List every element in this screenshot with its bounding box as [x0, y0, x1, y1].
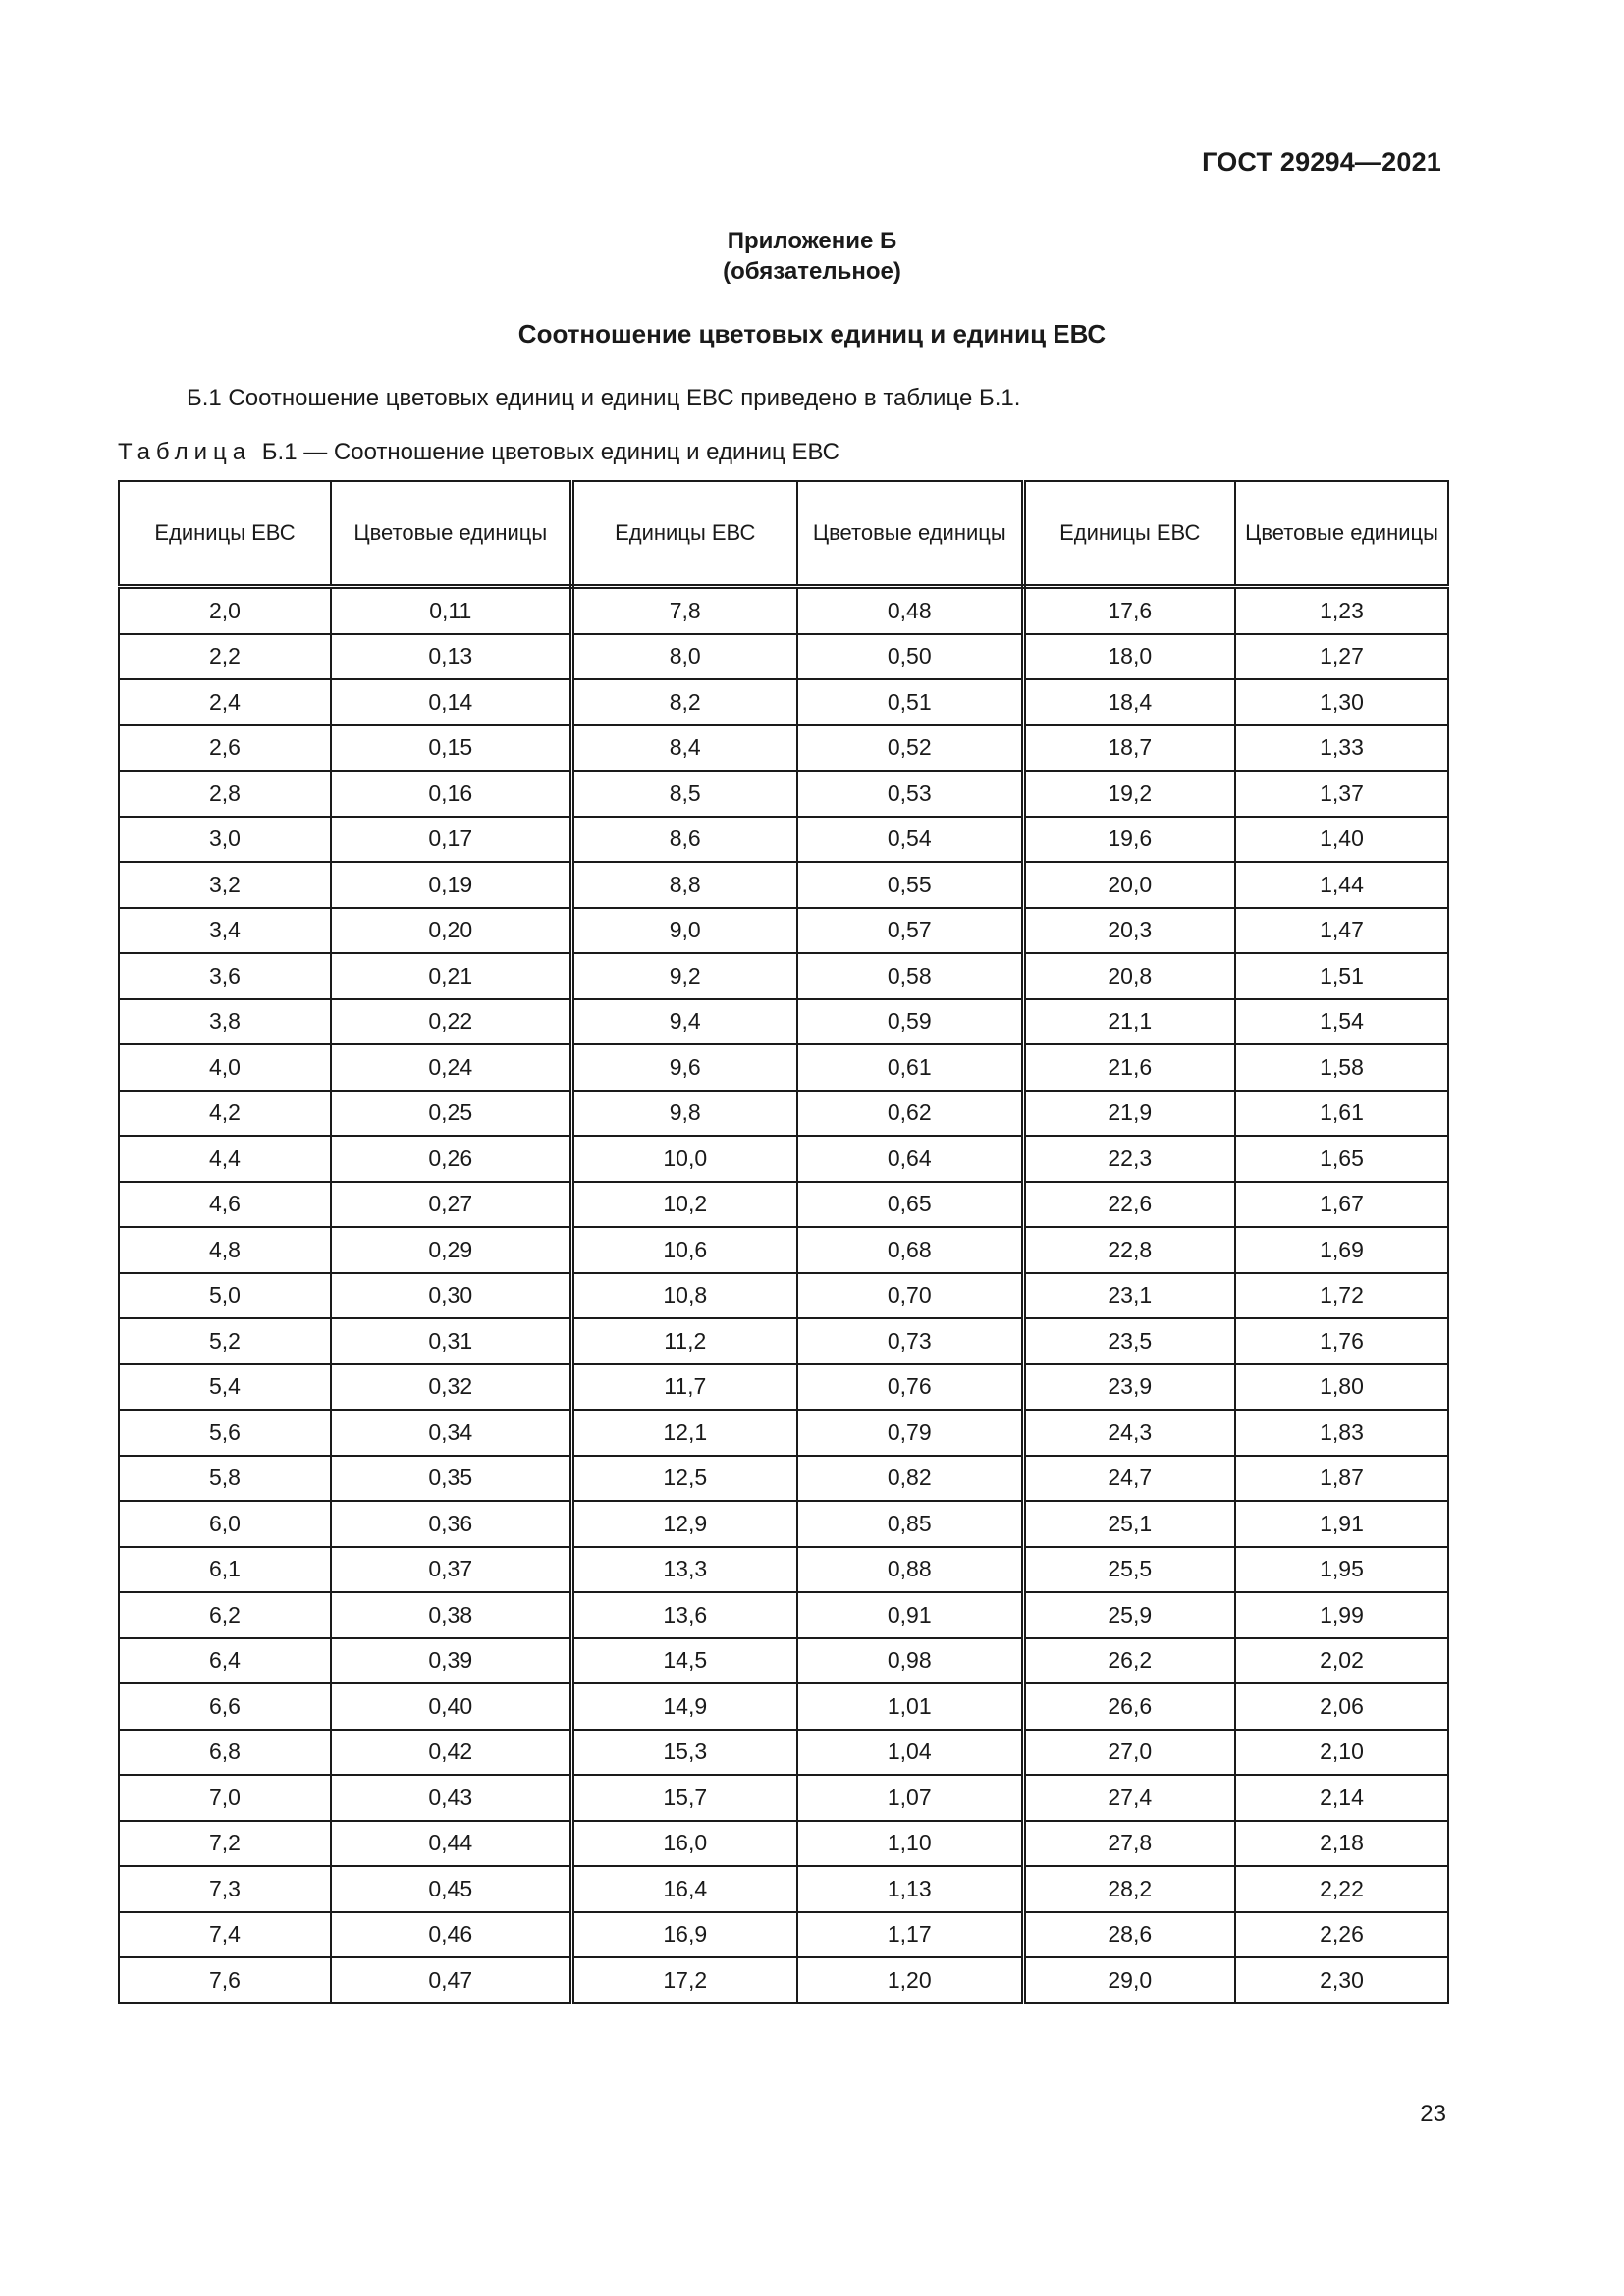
table-row [119, 908, 1448, 954]
table-cell: 1,44 [1235, 862, 1448, 908]
table-cell: 0,39 [331, 1638, 571, 1684]
table-cell: 16,4 [571, 1866, 797, 1912]
table-row [119, 1592, 1448, 1638]
table-cell: 21,1 [1023, 999, 1235, 1045]
table-cell: 1,47 [1235, 908, 1448, 954]
table-cell: 0,46 [331, 1912, 571, 1958]
table-cell: 7,8 [571, 587, 797, 634]
table-cell: 9,4 [571, 999, 797, 1045]
table-cell: 0,47 [331, 1957, 571, 2003]
table-cell: 0,40 [331, 1683, 571, 1730]
section-title: Соотношение цветовых единиц и единиц ЕВС [517, 319, 1107, 348]
table-row [119, 634, 1448, 680]
table-cell: 1,99 [1235, 1592, 1448, 1638]
table-cell: 1,65 [1235, 1136, 1448, 1182]
table-cell: 0,31 [331, 1318, 571, 1364]
appendix-title: Приложение Б [727, 228, 897, 254]
table-cell: 18,7 [1023, 725, 1235, 772]
table-row [119, 1318, 1448, 1364]
table-cell: 1,95 [1235, 1547, 1448, 1593]
table-cell: 1,83 [1235, 1410, 1448, 1456]
table-cell: 20,0 [1023, 862, 1235, 908]
table-cell: 0,98 [797, 1638, 1023, 1684]
table-cell: 1,30 [1235, 679, 1448, 725]
table-cell: 3,0 [119, 817, 331, 863]
table-cell: 0,73 [797, 1318, 1023, 1364]
table-cell: 0,11 [331, 587, 571, 634]
table-caption-lead: Таблица [118, 439, 252, 465]
table-cell: 0,20 [331, 908, 571, 954]
table-row [119, 679, 1448, 725]
table-row [119, 1364, 1448, 1411]
table-cell: 1,76 [1235, 1318, 1448, 1364]
table-row [119, 1456, 1448, 1502]
table-cell: 1,33 [1235, 725, 1448, 772]
table-cell: 0,82 [797, 1456, 1023, 1502]
table-cell: 0,27 [331, 1182, 571, 1228]
table-cell: 1,80 [1235, 1364, 1448, 1411]
table-row [119, 1501, 1448, 1547]
table-cell: 0,50 [797, 634, 1023, 680]
table-cell: 11,7 [571, 1364, 797, 1411]
table-cell: 0,68 [797, 1227, 1023, 1273]
table-cell: 0,38 [331, 1592, 571, 1638]
table-cell: 0,44 [331, 1821, 571, 1867]
table-cell: 12,1 [571, 1410, 797, 1456]
column-header: Цветовые единицы [331, 481, 571, 587]
table-row [119, 1683, 1448, 1730]
table-cell: 0,76 [797, 1364, 1023, 1411]
table-cell: 0,29 [331, 1227, 571, 1273]
table-cell: 2,2 [119, 634, 331, 680]
table-row [119, 999, 1448, 1045]
conversion-table [118, 480, 1449, 2004]
table-cell: 2,30 [1235, 1957, 1448, 2003]
table-cell: 23,9 [1023, 1364, 1235, 1411]
table-cell: 1,91 [1235, 1501, 1448, 1547]
table-cell: 7,4 [119, 1912, 331, 1958]
table-cell: 13,6 [571, 1592, 797, 1638]
table-cell: 8,2 [571, 679, 797, 725]
table-cell: 16,9 [571, 1912, 797, 1958]
table-cell: 2,18 [1235, 1821, 1448, 1867]
table-cell: 0,32 [331, 1364, 571, 1411]
table-cell: 8,6 [571, 817, 797, 863]
table-cell: 8,5 [571, 771, 797, 817]
table-cell: 5,2 [119, 1318, 331, 1364]
table-cell: 1,58 [1235, 1044, 1448, 1091]
table-cell: 19,6 [1023, 817, 1235, 863]
table-cell: 2,22 [1235, 1866, 1448, 1912]
table-cell: 26,6 [1023, 1683, 1235, 1730]
table-cell: 14,9 [571, 1683, 797, 1730]
table-cell: 10,0 [571, 1136, 797, 1182]
table-row [119, 1547, 1448, 1593]
table-cell: 27,4 [1023, 1775, 1235, 1821]
table-cell: 1,51 [1235, 953, 1448, 999]
table-cell: 19,2 [1023, 771, 1235, 817]
table-row [119, 817, 1448, 863]
table-cell: 6,8 [119, 1730, 331, 1776]
table-cell: 0,30 [331, 1273, 571, 1319]
table-cell: 1,27 [1235, 634, 1448, 680]
table-row [119, 1136, 1448, 1182]
table-row [119, 1638, 1448, 1684]
table-cell: 1,13 [797, 1866, 1023, 1912]
table-cell: 28,6 [1023, 1912, 1235, 1958]
table-cell: 4,2 [119, 1091, 331, 1137]
table-cell: 0,70 [797, 1273, 1023, 1319]
table-cell: 0,16 [331, 771, 571, 817]
table-cell: 6,2 [119, 1592, 331, 1638]
table-cell: 3,2 [119, 862, 331, 908]
table-cell: 0,58 [797, 953, 1023, 999]
table-cell: 16,0 [571, 1821, 797, 1867]
table-cell: 1,54 [1235, 999, 1448, 1045]
table-row [119, 1957, 1448, 2003]
table-cell: 7,0 [119, 1775, 331, 1821]
table-cell: 5,4 [119, 1364, 331, 1411]
table-row [119, 862, 1448, 908]
table-cell: 0,15 [331, 725, 571, 772]
table-cell: 18,4 [1023, 679, 1235, 725]
table-cell: 0,35 [331, 1456, 571, 1502]
column-header: Единицы ЕВС [119, 481, 331, 587]
table-cell: 24,7 [1023, 1456, 1235, 1502]
table-cell: 9,0 [571, 908, 797, 954]
table-cell: 0,24 [331, 1044, 571, 1091]
table-cell: 0,91 [797, 1592, 1023, 1638]
table-cell: 1,17 [797, 1912, 1023, 1958]
table-cell: 6,6 [119, 1683, 331, 1730]
table-cell: 0,79 [797, 1410, 1023, 1456]
table-cell: 0,26 [331, 1136, 571, 1182]
table-cell: 21,6 [1023, 1044, 1235, 1091]
table-cell: 0,34 [331, 1410, 571, 1456]
table-cell: 13,3 [571, 1547, 797, 1593]
table-cell: 6,1 [119, 1547, 331, 1593]
table-cell: 7,3 [119, 1866, 331, 1912]
table-cell: 22,6 [1023, 1182, 1235, 1228]
table-cell: 15,7 [571, 1775, 797, 1821]
table-cell: 2,10 [1235, 1730, 1448, 1776]
table-cell: 0,37 [331, 1547, 571, 1593]
table-cell: 4,4 [119, 1136, 331, 1182]
table-cell: 10,8 [571, 1273, 797, 1319]
table-cell: 8,0 [571, 634, 797, 680]
table-cell: 1,61 [1235, 1091, 1448, 1137]
column-header: Единицы ЕВС [571, 481, 797, 587]
table-cell: 0,22 [331, 999, 571, 1045]
table-cell: 0,45 [331, 1866, 571, 1912]
table-cell: 0,59 [797, 999, 1023, 1045]
document-code: ГОСТ 29294—2021 [1202, 147, 1441, 177]
table-cell: 1,72 [1235, 1273, 1448, 1319]
table-cell: 4,6 [119, 1182, 331, 1228]
table-cell: 24,3 [1023, 1410, 1235, 1456]
table-cell: 10,2 [571, 1182, 797, 1228]
table-cell: 1,69 [1235, 1227, 1448, 1273]
table-cell: 1,10 [797, 1821, 1023, 1867]
table-row [119, 1730, 1448, 1776]
table-cell: 12,5 [571, 1456, 797, 1502]
table-row [119, 725, 1448, 772]
table-row [119, 587, 1448, 634]
table-cell: 12,9 [571, 1501, 797, 1547]
table-cell: 1,04 [797, 1730, 1023, 1776]
table-cell: 0,14 [331, 679, 571, 725]
table-cell: 28,2 [1023, 1866, 1235, 1912]
table-cell: 0,65 [797, 1182, 1023, 1228]
table-cell: 1,01 [797, 1683, 1023, 1730]
table-row [119, 953, 1448, 999]
table-cell: 0,51 [797, 679, 1023, 725]
table-cell: 0,54 [797, 817, 1023, 863]
table-header-row [119, 481, 1448, 587]
table-cell: 0,19 [331, 862, 571, 908]
table-cell: 17,6 [1023, 587, 1235, 634]
table-cell: 1,40 [1235, 817, 1448, 863]
table-row [119, 1821, 1448, 1867]
table-cell: 25,1 [1023, 1501, 1235, 1547]
table-cell: 9,2 [571, 953, 797, 999]
table-cell: 3,4 [119, 908, 331, 954]
table-cell: 1,87 [1235, 1456, 1448, 1502]
table-caption [118, 439, 839, 466]
table-cell: 0,13 [331, 634, 571, 680]
table-cell: 4,0 [119, 1044, 331, 1091]
table-cell: 0,57 [797, 908, 1023, 954]
table-cell: 0,53 [797, 771, 1023, 817]
table-cell: 5,6 [119, 1410, 331, 1456]
appendix-heading [0, 226, 1624, 287]
table-cell: 15,3 [571, 1730, 797, 1776]
table-cell: 2,14 [1235, 1775, 1448, 1821]
table-cell: 0,88 [797, 1547, 1023, 1593]
table-cell: 20,8 [1023, 953, 1235, 999]
table-row [119, 771, 1448, 817]
table-row [119, 1410, 1448, 1456]
table-container [118, 480, 1447, 2004]
table-cell: 0,48 [797, 587, 1023, 634]
table-cell: 0,17 [331, 817, 571, 863]
table-cell: 22,3 [1023, 1136, 1235, 1182]
table-cell: 23,5 [1023, 1318, 1235, 1364]
table-cell: 2,6 [119, 725, 331, 772]
table-cell: 23,1 [1023, 1273, 1235, 1319]
column-header: Цветовые единицы [1235, 481, 1448, 587]
table-cell: 5,0 [119, 1273, 331, 1319]
table-cell: 2,02 [1235, 1638, 1448, 1684]
column-header: Единицы ЕВС [1023, 481, 1235, 587]
table-row [119, 1273, 1448, 1319]
table-cell: 25,9 [1023, 1592, 1235, 1638]
table-cell: 0,52 [797, 725, 1023, 772]
table-cell: 2,8 [119, 771, 331, 817]
table-cell: 0,42 [331, 1730, 571, 1776]
table-cell: 7,6 [119, 1957, 331, 2003]
table-cell: 9,6 [571, 1044, 797, 1091]
table-row [119, 1227, 1448, 1273]
table-cell: 1,07 [797, 1775, 1023, 1821]
table-cell: 2,06 [1235, 1683, 1448, 1730]
page-number: 23 [1420, 2101, 1446, 2127]
appendix-status: (обязательное) [723, 258, 901, 285]
table-cell: 26,2 [1023, 1638, 1235, 1684]
table-cell: 29,0 [1023, 1957, 1235, 2003]
table-cell: 22,8 [1023, 1227, 1235, 1273]
table-cell: 10,6 [571, 1227, 797, 1273]
table-cell: 1,23 [1235, 587, 1448, 634]
table-row [119, 1182, 1448, 1228]
table-row [119, 1866, 1448, 1912]
table-header [119, 481, 1448, 587]
table-cell: 21,9 [1023, 1091, 1235, 1137]
table-cell: 20,3 [1023, 908, 1235, 954]
table-caption-text: Б.1 — Соотношение цветовых единиц и единиц ЕВС [261, 439, 840, 465]
table-cell: 3,6 [119, 953, 331, 999]
table-row [119, 1775, 1448, 1821]
table-cell: 8,8 [571, 862, 797, 908]
table-row [119, 1091, 1448, 1137]
table-cell: 0,64 [797, 1136, 1023, 1182]
table-cell: 0,85 [797, 1501, 1023, 1547]
table-cell: 2,0 [119, 587, 331, 634]
table-body [119, 587, 1448, 2003]
table-row [119, 1044, 1448, 1091]
table-cell: 27,8 [1023, 1821, 1235, 1867]
table-cell: 0,62 [797, 1091, 1023, 1137]
table-cell: 17,2 [571, 1957, 797, 2003]
intro-paragraph: Б.1 Соотношение цветовых единиц и единиц ЕВС приведено в таблице Б.1. [187, 385, 1021, 411]
table-cell: 1,20 [797, 1957, 1023, 2003]
table-cell: 0,55 [797, 862, 1023, 908]
table-cell: 0,25 [331, 1091, 571, 1137]
table-cell: 6,4 [119, 1638, 331, 1684]
table-cell: 9,8 [571, 1091, 797, 1137]
column-header: Цветовые единицы [797, 481, 1023, 587]
table-cell: 0,21 [331, 953, 571, 999]
table-cell: 4,8 [119, 1227, 331, 1273]
table-cell: 0,43 [331, 1775, 571, 1821]
table-cell: 6,0 [119, 1501, 331, 1547]
table-cell: 0,36 [331, 1501, 571, 1547]
table-cell: 25,5 [1023, 1547, 1235, 1593]
table-cell: 1,37 [1235, 771, 1448, 817]
table-cell: 14,5 [571, 1638, 797, 1684]
table-cell: 3,8 [119, 999, 331, 1045]
table-cell: 0,61 [797, 1044, 1023, 1091]
table-cell: 11,2 [571, 1318, 797, 1364]
table-cell: 8,4 [571, 725, 797, 772]
table-cell: 1,67 [1235, 1182, 1448, 1228]
table-cell: 2,26 [1235, 1912, 1448, 1958]
table-cell: 7,2 [119, 1821, 331, 1867]
table-row [119, 1912, 1448, 1958]
table-cell: 27,0 [1023, 1730, 1235, 1776]
table-cell: 18,0 [1023, 634, 1235, 680]
table-cell: 5,8 [119, 1456, 331, 1502]
table-cell: 2,4 [119, 679, 331, 725]
